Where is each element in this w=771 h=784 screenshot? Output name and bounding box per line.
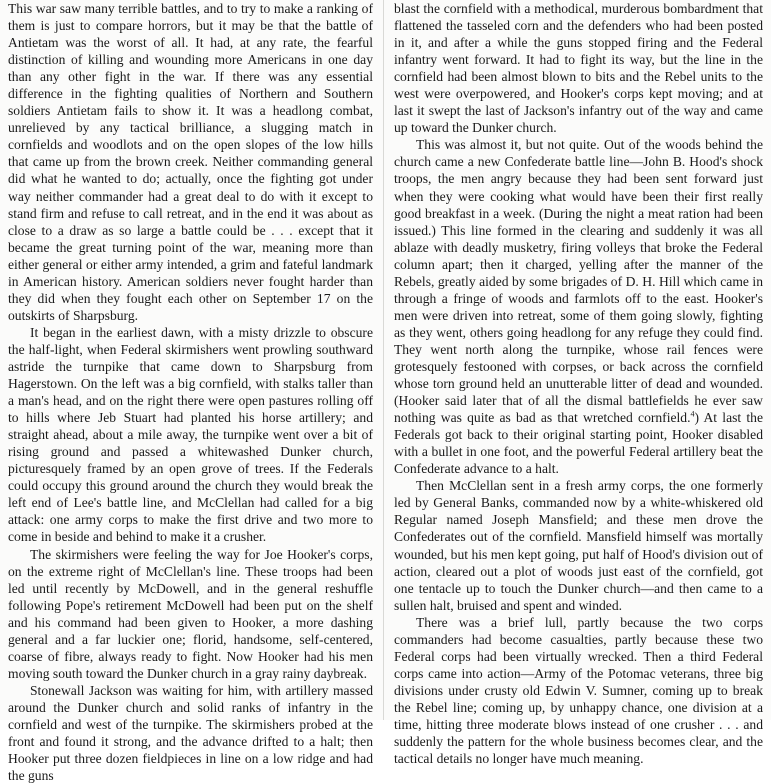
- paragraph: There was a brief lull, partly because the two corps commanders had become casualties, partly because these two Federal corps had been virtually wrecked. Then a third Federal corps came into action—Army of the Potomac veterans, three big divisions under crusty old Edwin V. Sumner, coming up to break the Rebel line; coming up, by unhappy chance, one division at a time, hitting three moderate blows instead of one crusher . . . and suddenly the pattern for the whole business becomes clear, and the tactical details no longer have much meaning.: [394, 614, 763, 767]
- paragraph: blast the cornfield with a methodical, murderous bombardment that flattened the tasseled corn and the defenders who had been posted in it, and after a while the guns stopped firing and the Federal infantry went forward. It had to fight its way, but the line in the cornfield had been almost blown to bits and the Rebel units to the west were overpowered, and Hooker's corps kept moving; and at last it swept the last of Jackson's infantry out of the way and came up toward the Dunker church.: [394, 1, 763, 136]
- left-column: [8, 0, 373, 784]
- paragraph: [394, 136, 763, 477]
- paragraph: Stonewall Jackson was waiting for him, with artillery massed around the Dunker church and solid ranks of infantry in the cornfield and west of the turnpike. The skirmishers probed at the front and found it strong, and the advance drifted to a halt; then Hooker put three dozen fieldpieces in line on a low ridge and had the guns: [8, 682, 373, 784]
- paragraph: The skirmishers were feeling the way for Joe Hooker's corps, on the extreme right of McClellan's line. These troops had been led until recently by McDowell, and in the general reshuffle following Pope's retirement McDowell had been put on the shelf and his command had been given to Hooker, a more dashing general and a far luckier one; florid, handsome, self-centered, coarse of fibre, always ready to fight. Now Hooker had his men moving south toward the Dunker church in a gray rainy daybreak.: [8, 546, 373, 681]
- paragraph: This war saw many terrible battles, and to try to make a ranking of them is just to compare horrors, but it may be that the battle of Antietam was the worst of all. It had, at any rate, the fearful distinction of killing and wounding more Americans in one day than any other fight in the war. If there was any essential difference in the fighting qualities of Northern and Southern soldiers Antietam fails to show it. It was a headlong combat, unrelieved by any tactical brilliance, a slugging match in cornfields and woodlots and on the open slopes of the low hills that came up from the brown creek. Neither commanding general did what he wanted to do; actually, once the fighting got under way neither commander had a great deal to do with it except to stand firm and refuse to call retreat, and in the end it was about as close to a draw as so large a battle could be . . . except that it became the great turning point of the war, meaning more than either general or either army intended, a grim and fateful landmark in American history. American soldiers never fought harder than they did when they fought each other on September 17 on the outskirts of Sharpsburg.: [8, 1, 373, 323]
- right-column: [394, 0, 763, 767]
- column-divider: [383, 0, 384, 720]
- paragraph: It began in the earliest dawn, with a misty drizzle to obscure the half-light, when Federal skirmishers went prowling southward astride the turnpike that came down to Sharpsburg from Hagerstown. On the left was a big cornfield, with stalks taller than a man's head, and on the right there were open pastures rolling off to hills where Jeb Stuart had planted his horse artillery; and straight ahead, about a mile away, the turnpike went over a bit of rising ground and passed a whitewashed Dunker church, picturesquely framed by an open grove of trees. If the Federals could occupy this ground around the church they would break the left end of Lee's battle line, and McClellan had called for a big attack: one army corps to make the first drive and two more to come in beside and behind to make it a crusher.: [8, 324, 373, 545]
- paragraph-text: This was almost it, but not quite. Out of the woods behind the church came a new Confederate battle line—John B. Hood's shock troops, the men angry because they had been sent forward just when they were cooking what would have been their first really good breakfast in a week. (During the night a meat ration had been issued.) This line formed in the clearing and suddenly it was all ablaze with deadly musketry, firing volleys that broke the Federal column apart; then it charged, yelling after the manner of the Rebels, greatly aided by some brigades of D. H. Hill which came in through a fringe of woods and farmlots off to the east. Hooker's men were driven into retreat, some of them going slowly, fighting as they went, others going headlong for any refuge they could find. They went north along the turnpike, whose rail fences were grotesquely festooned with corpses, or back across the cornfield whose torn ground held an unutterable litter of dead and wounded. (Hooker said later that of all the dismal battlefields he ever saw nothing was quite as bad as that wretched cornfield.: [394, 137, 763, 426]
- paragraph-text: ) At last the Federals got back to their original starting point, Hooker disabled with a bullet in one foot, and the powerful Federal artillery beat the Confederate advance to a halt.: [394, 410, 763, 477]
- paragraph: Then McClellan sent in a fresh army corps, the one formerly led by General Banks, commanded now by a white-whiskered old Regular named Joseph Mansfield; and these men drove the Confederates out of the cornfield. Mansfield himself was mortally wounded, but his men kept going, put half of Hood's division out of action, cleared out a plot of woods just east of the cornfield, got one tentacle up to touch the Dunker church—and then came to a sullen halt, bruised and spent and winded.: [394, 478, 763, 613]
- footnote-marker: 4: [690, 409, 695, 419]
